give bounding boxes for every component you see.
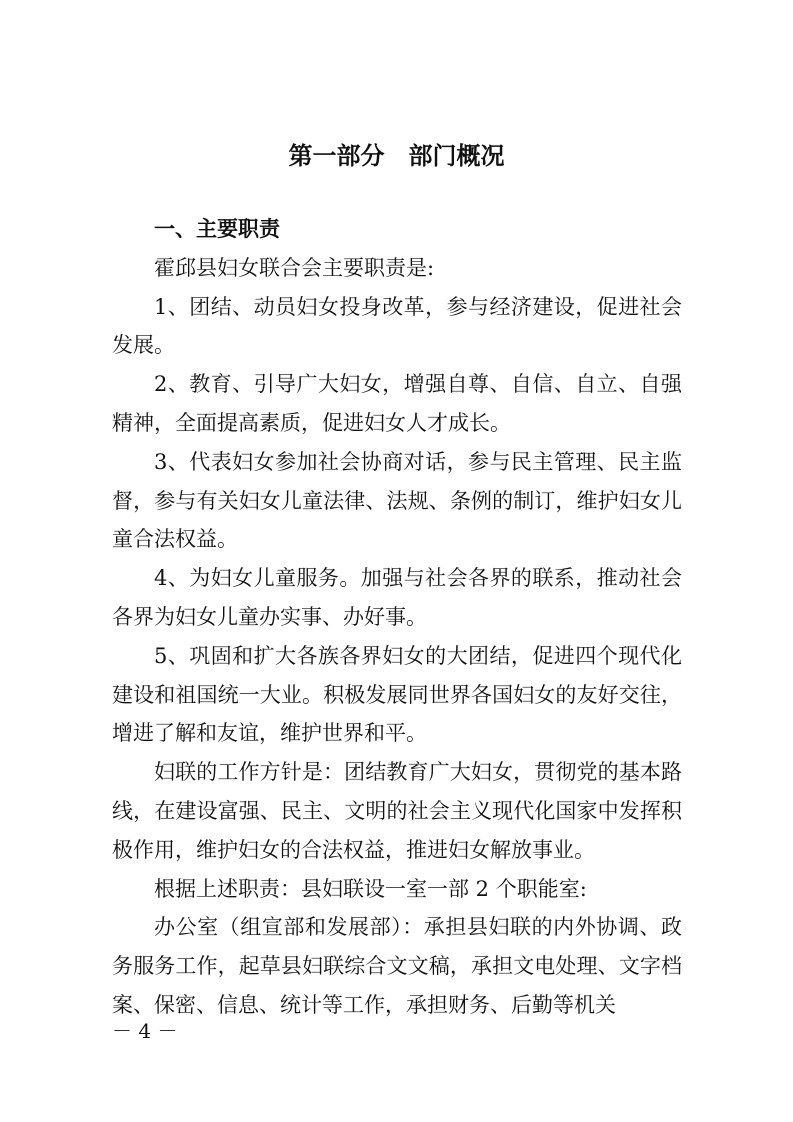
structure-paragraph: 根据上述职责：县妇联设一室一部 2 个职能室:: [154, 876, 587, 901]
page-title: 第一部分 部门概况: [288, 142, 505, 170]
duty-paragraph-5: 5、巩固和扩大各族各界妇女的大团结，促进四个现代化建设和祖国统一大业。积极发展同世界各国妇女的友好交往，增进了解和友谊，维护世界和平。: [112, 643, 682, 746]
duty-paragraph-2: 2、教育、引导广大妇女，增强自尊、自信、自立、自强精神，全面提高素质，促进妇女人才成长。: [112, 372, 682, 435]
document-body: [112, 210, 682, 1025]
office-duty-paragraph: 办公室（组宣部和发展部）：承担县妇联的内外协调、政务服务工作，起草县妇联综合文文稿，承担文电处理、文字档案、保密、信息、统计等工作，承担财务、后勤等机关: [112, 915, 682, 1017]
work-policy-paragraph: 妇联的工作方针是：团结教育广大妇女，贯彻党的基本路线，在建设富强、民主、文明的社会主义现代化国家中发挥积极作用，维护妇女的合法权益，推进妇女解放事业。: [112, 760, 682, 862]
intro-paragraph: 霍邱县妇女联合会主要职责是:: [154, 255, 435, 280]
duty-paragraph-4: 4、为妇女儿童服务。加强与社会各界的联系，推动社会各界为妇女儿童办实事、办好事。: [112, 566, 682, 629]
section-heading: 一、主要职责: [154, 217, 280, 241]
page-number: － 4 －: [112, 1019, 178, 1043]
duty-paragraph-3: 3、代表妇女参加社会协商对话，参与民主管理、民主监督，参与有关妇女儿童法律、法规、条例的制订，维护妇女儿童合法权益。: [112, 449, 682, 552]
duty-paragraph-1: 1、团结、动员妇女投身改革，参与经济建设，促进社会发展。: [112, 294, 682, 358]
